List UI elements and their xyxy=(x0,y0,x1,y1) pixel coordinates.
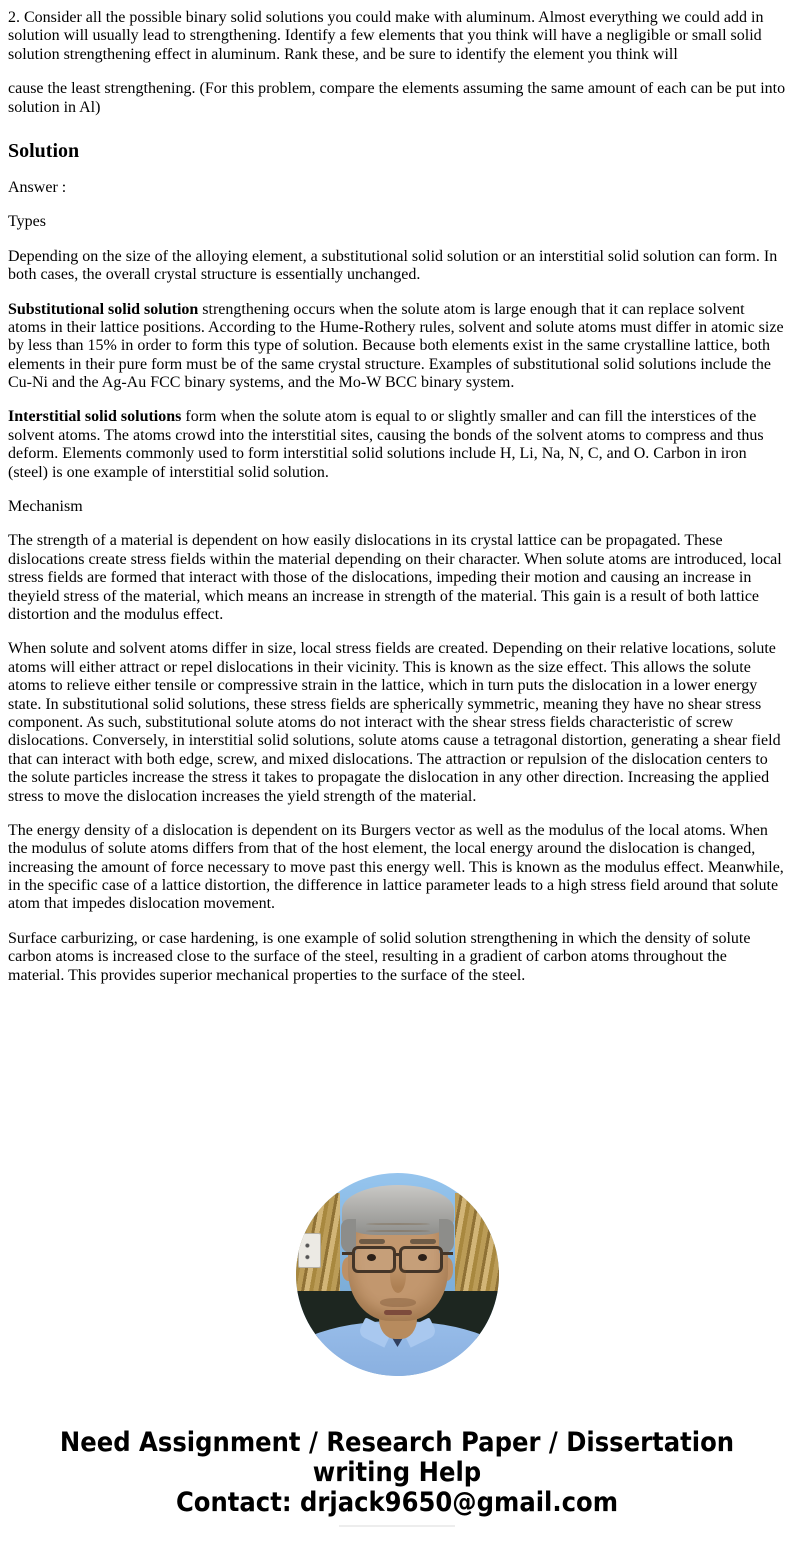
interstitial-paragraph xyxy=(8,408,786,482)
substitutional-lead: Substitutional solid solution xyxy=(8,300,199,318)
avatar-background-door-right xyxy=(455,1193,499,1293)
mechanism-paragraph-4: Surface carburizing, or case hardening, is one example of solid solution strengthening in which the density of solute carbon atoms is increased close to the surface of the steel, resulting in a gradient of carbon atoms throughout the material. This provides superior mechanical properties to the surface of the steel. xyxy=(8,929,751,984)
question-paragraph-2: cause the least strengthening. (For this problem, compare the elements assuming the same amount of each can be put into solution in Al) xyxy=(8,80,786,116)
footer-contact-line: Contact: drjack9650@gmail.com xyxy=(175,1487,619,1519)
substitutional-paragraph xyxy=(8,301,786,393)
avatar-forehead-wrinkle xyxy=(366,1230,430,1232)
avatar-glasses-bridge xyxy=(394,1253,402,1256)
avatar-background-switchboard xyxy=(298,1233,321,1268)
types-intro-paragraph: Depending on the size of the alloying element, a substitutional solid solution or an interstitial solid solution can form. In both cases, the overall crystal structure is essentially unchanged. xyxy=(8,247,778,284)
types-label: Types xyxy=(8,213,46,231)
mechanism-paragraph-3: The energy density of a dislocation is dependent on its Burgers vector as well as the modulus of the local atoms. When the modulus of solute atoms differs from that of the host element, the local energy around the dislocation is changed, increasing the amount of force necessary to move past this energy well. This is known as the modulus effect. Meanwhile, in the specific case of a lattice distortion, the difference in lattice parameter leads to a high stress field around that solute atom that impedes dislocation movement. xyxy=(8,821,784,913)
mechanism-paragraph-1: The strength of a material is dependent on how easily dislocations in its crystal lattice can be propagated. These dislocations create stress fields within the material depending on their character. When solute atoms are introduced, local stress fields are formed that interact with those of the dislocations, impeding their motion and causing an increase in theyield stress of the material, which means an increase in strength of the material. This gain is a result of both lattice distortion and the modulus effect. xyxy=(8,532,782,623)
mechanism-paragraph-2: When solute and solvent atoms differ in size, local stress fields are created. Depending on their relative locations, solute atoms will either attract or repel dislocations in their vicinity. This is known as the size effect. This allows the solute atoms to relieve either tensile or compressive strain in the lattice, which in turn puts the dislocation in a lower energy state. In substitutional solid solutions, these stress fields are spherically symmetric, meaning they have no shear stress component. As such, substitutional solute atoms do not interact with the shear stress fields characteristic of screw dislocations. Conversely, in interstitial solid solutions, solute atoms cause a tetragonal distortion, generating a shear field that can interact with both edge, screw, and mixed dislocations. The attraction or repulsion of the dislocation centers to the solute particles increase the stress it takes to propagate the dislocation in any other direction. Increasing the applied stress to move the dislocation increases the yield strength of the material. xyxy=(8,640,781,805)
footer-banner xyxy=(8,1428,786,1518)
avatar-mustache-shadow xyxy=(380,1298,416,1307)
footer-heading-line-2: writing Help xyxy=(312,1457,482,1489)
tutor-avatar-photo xyxy=(296,1173,499,1376)
avatar-eye-left xyxy=(367,1254,376,1261)
avatar-hair xyxy=(342,1185,454,1235)
question-paragraph-1: 2. Consider all the possible binary solid solutions you could make with aluminum. Almost everything we could add in solution will usually lead to strengthening. Identify a few elements that you think will have a negligible or small solid solution strengthening effect in aluminum. Rank these, and be sure to identify the element you think will xyxy=(8,9,764,63)
avatar-eye-right xyxy=(418,1254,427,1261)
avatar-forehead-wrinkle xyxy=(366,1223,430,1225)
avatar-eyebrow-left xyxy=(359,1239,385,1244)
avatar-section xyxy=(8,1173,786,1376)
footer-heading-line-1: Need Assignment / Research Paper / Dissertation xyxy=(59,1427,735,1459)
interstitial-lead: Interstitial solid solutions xyxy=(8,408,182,426)
avatar-mouth xyxy=(384,1310,412,1315)
faint-divider-line xyxy=(339,1525,455,1527)
avatar-eyebrow-right xyxy=(410,1239,436,1244)
solution-heading: Solution xyxy=(8,139,80,162)
substitutional-text: strengthening occurs when the solute atom is large enough that it can replace solvent atoms in their lattice positions. According to the Hume-Rothery rules, solvent and solute atoms must differ in atomic size by less than 15% in order to form this type of solution. Because both elements exist in the same crystalline lattice, both elements in their pure form must be of the same crystal structure. Examples of substitutional solid solutions include the Cu-Ni and the Ag-Au FCC binary systems, and the Mo-W BCC binary system. xyxy=(8,300,784,392)
avatar-nose xyxy=(390,1257,406,1293)
avatar-glasses-arm-left xyxy=(342,1252,353,1255)
mechanism-label: Mechanism xyxy=(8,498,83,516)
avatar-glasses-arm-right xyxy=(442,1252,453,1255)
answer-label: Answer : xyxy=(8,178,67,196)
interstitial-text: form when the solute atom is equal to or slightly smaller and can fill the interstices of the solvent atoms. The atoms crowd into the interstitial sites, causing the bonds of the solvent atoms to compress and thus deform. Elements commonly used to form interstitial solid solutions include H, Li, Na, N, C, and O. Carbon in iron (steel) is one example of interstitial solid solution. xyxy=(8,408,764,481)
